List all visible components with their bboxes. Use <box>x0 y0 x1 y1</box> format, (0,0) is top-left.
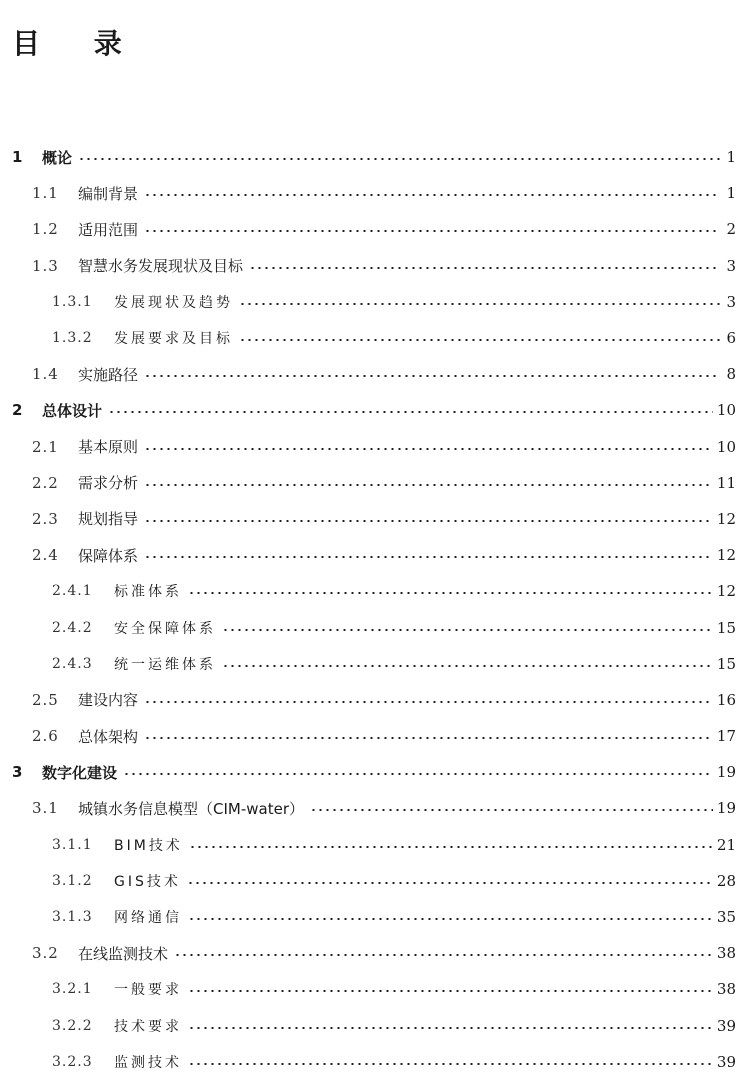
toc-entry-page-number: 28 <box>716 871 736 890</box>
toc-entry-number: 3.1.2 <box>52 872 93 889</box>
toc-entry-number: 3.1 <box>32 799 59 818</box>
toc-dot-leader <box>249 267 720 269</box>
toc-entry[interactable] <box>0 501 750 537</box>
toc-dot-leader <box>239 303 720 305</box>
toc-entry-number: 2.4.1 <box>52 583 93 600</box>
toc-dot-leader <box>108 411 713 413</box>
toc-entry-title: 监测技术 <box>114 1054 182 1071</box>
toc-entry[interactable] <box>0 175 750 211</box>
toc-dot-leader <box>144 484 713 486</box>
toc-dot-leader <box>222 665 713 667</box>
toc-entry-page-number: 35 <box>716 908 736 927</box>
toc-entry[interactable] <box>0 827 750 863</box>
toc-entry-number: 1.3.2 <box>52 330 93 347</box>
toc-entry-number: 2.4.3 <box>52 655 93 672</box>
toc-entry-page-number: 39 <box>716 1052 736 1071</box>
toc-entry-title: 一般要求 <box>114 982 182 999</box>
toc-entry-number: 1.2 <box>32 220 59 239</box>
toc-entry-page-number: 1 <box>726 184 736 203</box>
toc-entry-title: 编制背景 <box>78 184 139 203</box>
toc-entry-number: 1.1 <box>32 184 59 203</box>
toc-entry-number: 3.2.1 <box>52 981 93 998</box>
toc-entry-title: 智慧水务发展现状及目标 <box>78 257 244 276</box>
toc-entry-page-number: 12 <box>716 582 736 601</box>
toc-dot-leader <box>123 773 713 775</box>
toc-entry-title: 技术要求 <box>114 1018 182 1035</box>
table-of-contents <box>0 139 750 1080</box>
toc-entry-page-number: 15 <box>716 618 736 637</box>
toc-entry-number: 2.1 <box>32 437 59 456</box>
toc-dot-leader <box>78 158 720 160</box>
toc-entry-page-number: 1 <box>726 148 736 167</box>
toc-dot-leader <box>188 592 713 594</box>
toc-dot-leader <box>189 846 713 848</box>
toc-entry-number: 3.2 <box>32 944 59 963</box>
toc-entry[interactable] <box>0 646 750 682</box>
toc-entry[interactable] <box>0 1044 750 1080</box>
toc-entry[interactable] <box>0 718 750 754</box>
toc-dot-leader <box>144 375 720 377</box>
toc-entry[interactable] <box>0 1008 750 1044</box>
toc-entry-title: 发展要求及目标 <box>114 331 233 348</box>
toc-entry[interactable] <box>0 971 750 1007</box>
toc-entry[interactable] <box>0 211 750 247</box>
toc-dot-leader <box>222 629 713 631</box>
toc-entry[interactable] <box>0 863 750 899</box>
toc-dot-leader <box>144 230 720 232</box>
toc-dot-leader <box>144 520 713 522</box>
toc-entry-title: 城镇水务信息模型（CIM-water） <box>78 799 304 818</box>
toc-entry-title: 概论 <box>42 148 73 167</box>
toc-entry-page-number: 8 <box>726 365 736 384</box>
toc-entry[interactable] <box>0 139 750 175</box>
toc-entry-title: 发展现状及趋势 <box>114 294 233 311</box>
toc-entry-page-number: 39 <box>716 1016 736 1035</box>
toc-entry[interactable] <box>0 284 750 320</box>
toc-entry[interactable] <box>0 429 750 465</box>
toc-entry-number: 1 <box>12 148 23 167</box>
toc-entry[interactable] <box>0 320 750 356</box>
toc-dot-leader <box>188 1027 713 1029</box>
page-title: 目 录 <box>12 27 144 60</box>
toc-entry-page-number: 12 <box>716 546 736 565</box>
toc-entry[interactable] <box>0 935 750 971</box>
toc-entry-number: 3.2.2 <box>52 1017 93 1034</box>
toc-entry-number: 3.1.1 <box>52 836 93 853</box>
toc-entry[interactable] <box>0 609 750 645</box>
toc-entry-page-number: 16 <box>716 690 736 709</box>
toc-entry[interactable] <box>0 392 750 428</box>
toc-dot-leader <box>144 194 720 196</box>
toc-entry-title: 数字化建设 <box>42 763 118 782</box>
toc-entry-number: 3 <box>12 763 23 782</box>
toc-dot-leader <box>144 556 713 558</box>
toc-entry-page-number: 12 <box>716 509 736 528</box>
toc-entry-number: 1.3 <box>32 256 59 275</box>
toc-entry-number: 2.2 <box>32 473 59 492</box>
toc-entry[interactable] <box>0 682 750 718</box>
toc-dot-leader <box>144 448 713 450</box>
toc-entry-title: 保障体系 <box>78 546 139 565</box>
toc-entry-number: 3.1.3 <box>52 909 93 926</box>
toc-entry-number: 2.4 <box>32 546 59 565</box>
toc-entry-page-number: 3 <box>726 292 736 311</box>
toc-dot-leader <box>174 954 713 956</box>
toc-dot-leader <box>144 701 713 703</box>
toc-entry-title: 规划指导 <box>78 510 139 529</box>
toc-entry[interactable] <box>0 899 750 935</box>
toc-entry-page-number: 10 <box>716 401 736 420</box>
toc-entry-page-number: 21 <box>716 835 736 854</box>
toc-entry-title: 需求分析 <box>78 474 139 493</box>
toc-dot-leader <box>239 339 720 341</box>
toc-entry-title: 安全保障体系 <box>114 620 216 637</box>
toc-entry-page-number: 15 <box>716 654 736 673</box>
toc-entry[interactable] <box>0 248 750 284</box>
toc-entry-title: 总体架构 <box>78 727 139 746</box>
toc-entry-title: 标准体系 <box>114 584 182 601</box>
toc-entry-page-number: 19 <box>716 799 736 818</box>
toc-entry-title: GIS技术 <box>114 873 181 890</box>
toc-entry-number: 2.6 <box>32 727 59 746</box>
toc-entry-number: 2 <box>12 401 23 420</box>
toc-entry-number: 3.2.3 <box>52 1053 93 1070</box>
toc-dot-leader <box>188 1063 713 1065</box>
toc-dot-leader <box>310 809 713 811</box>
toc-entry-title: 在线监测技术 <box>78 944 169 963</box>
toc-entry[interactable] <box>0 754 750 790</box>
toc-entry-number: 1.3.1 <box>52 293 93 310</box>
toc-dot-leader <box>188 990 713 992</box>
toc-entry-title: 建设内容 <box>78 691 139 710</box>
toc-entry-page-number: 38 <box>716 944 736 963</box>
toc-entry-title: 统一运维体系 <box>114 656 216 673</box>
toc-entry-page-number: 19 <box>716 763 736 782</box>
toc-entry-page-number: 38 <box>716 980 736 999</box>
toc-dot-leader <box>187 882 713 884</box>
toc-entry[interactable] <box>0 790 750 826</box>
toc-dot-leader <box>188 918 713 920</box>
toc-entry-title: 实施路径 <box>78 365 139 384</box>
toc-entry-title: 总体设计 <box>42 401 103 420</box>
toc-entry-page-number: 17 <box>716 727 736 746</box>
toc-entry[interactable] <box>0 537 750 573</box>
toc-dot-leader <box>144 737 713 739</box>
toc-entry-page-number: 3 <box>726 256 736 275</box>
toc-entry-page-number: 2 <box>726 220 736 239</box>
toc-entry-number: 2.5 <box>32 690 59 709</box>
toc-entry[interactable] <box>0 356 750 392</box>
toc-entry-number: 2.3 <box>32 509 59 528</box>
toc-entry-title: BIM技术 <box>114 837 183 854</box>
toc-entry[interactable] <box>0 465 750 501</box>
toc-entry[interactable] <box>0 573 750 609</box>
toc-entry-title: 网络通信 <box>114 910 182 927</box>
toc-entry-page-number: 11 <box>716 473 736 492</box>
toc-entry-title: 基本原则 <box>78 438 139 457</box>
toc-entry-page-number: 6 <box>726 329 736 348</box>
toc-entry-title: 适用范围 <box>78 220 139 239</box>
toc-entry-number: 1.4 <box>32 365 59 384</box>
toc-entry-page-number: 10 <box>716 437 736 456</box>
toc-entry-number: 2.4.2 <box>52 619 93 636</box>
